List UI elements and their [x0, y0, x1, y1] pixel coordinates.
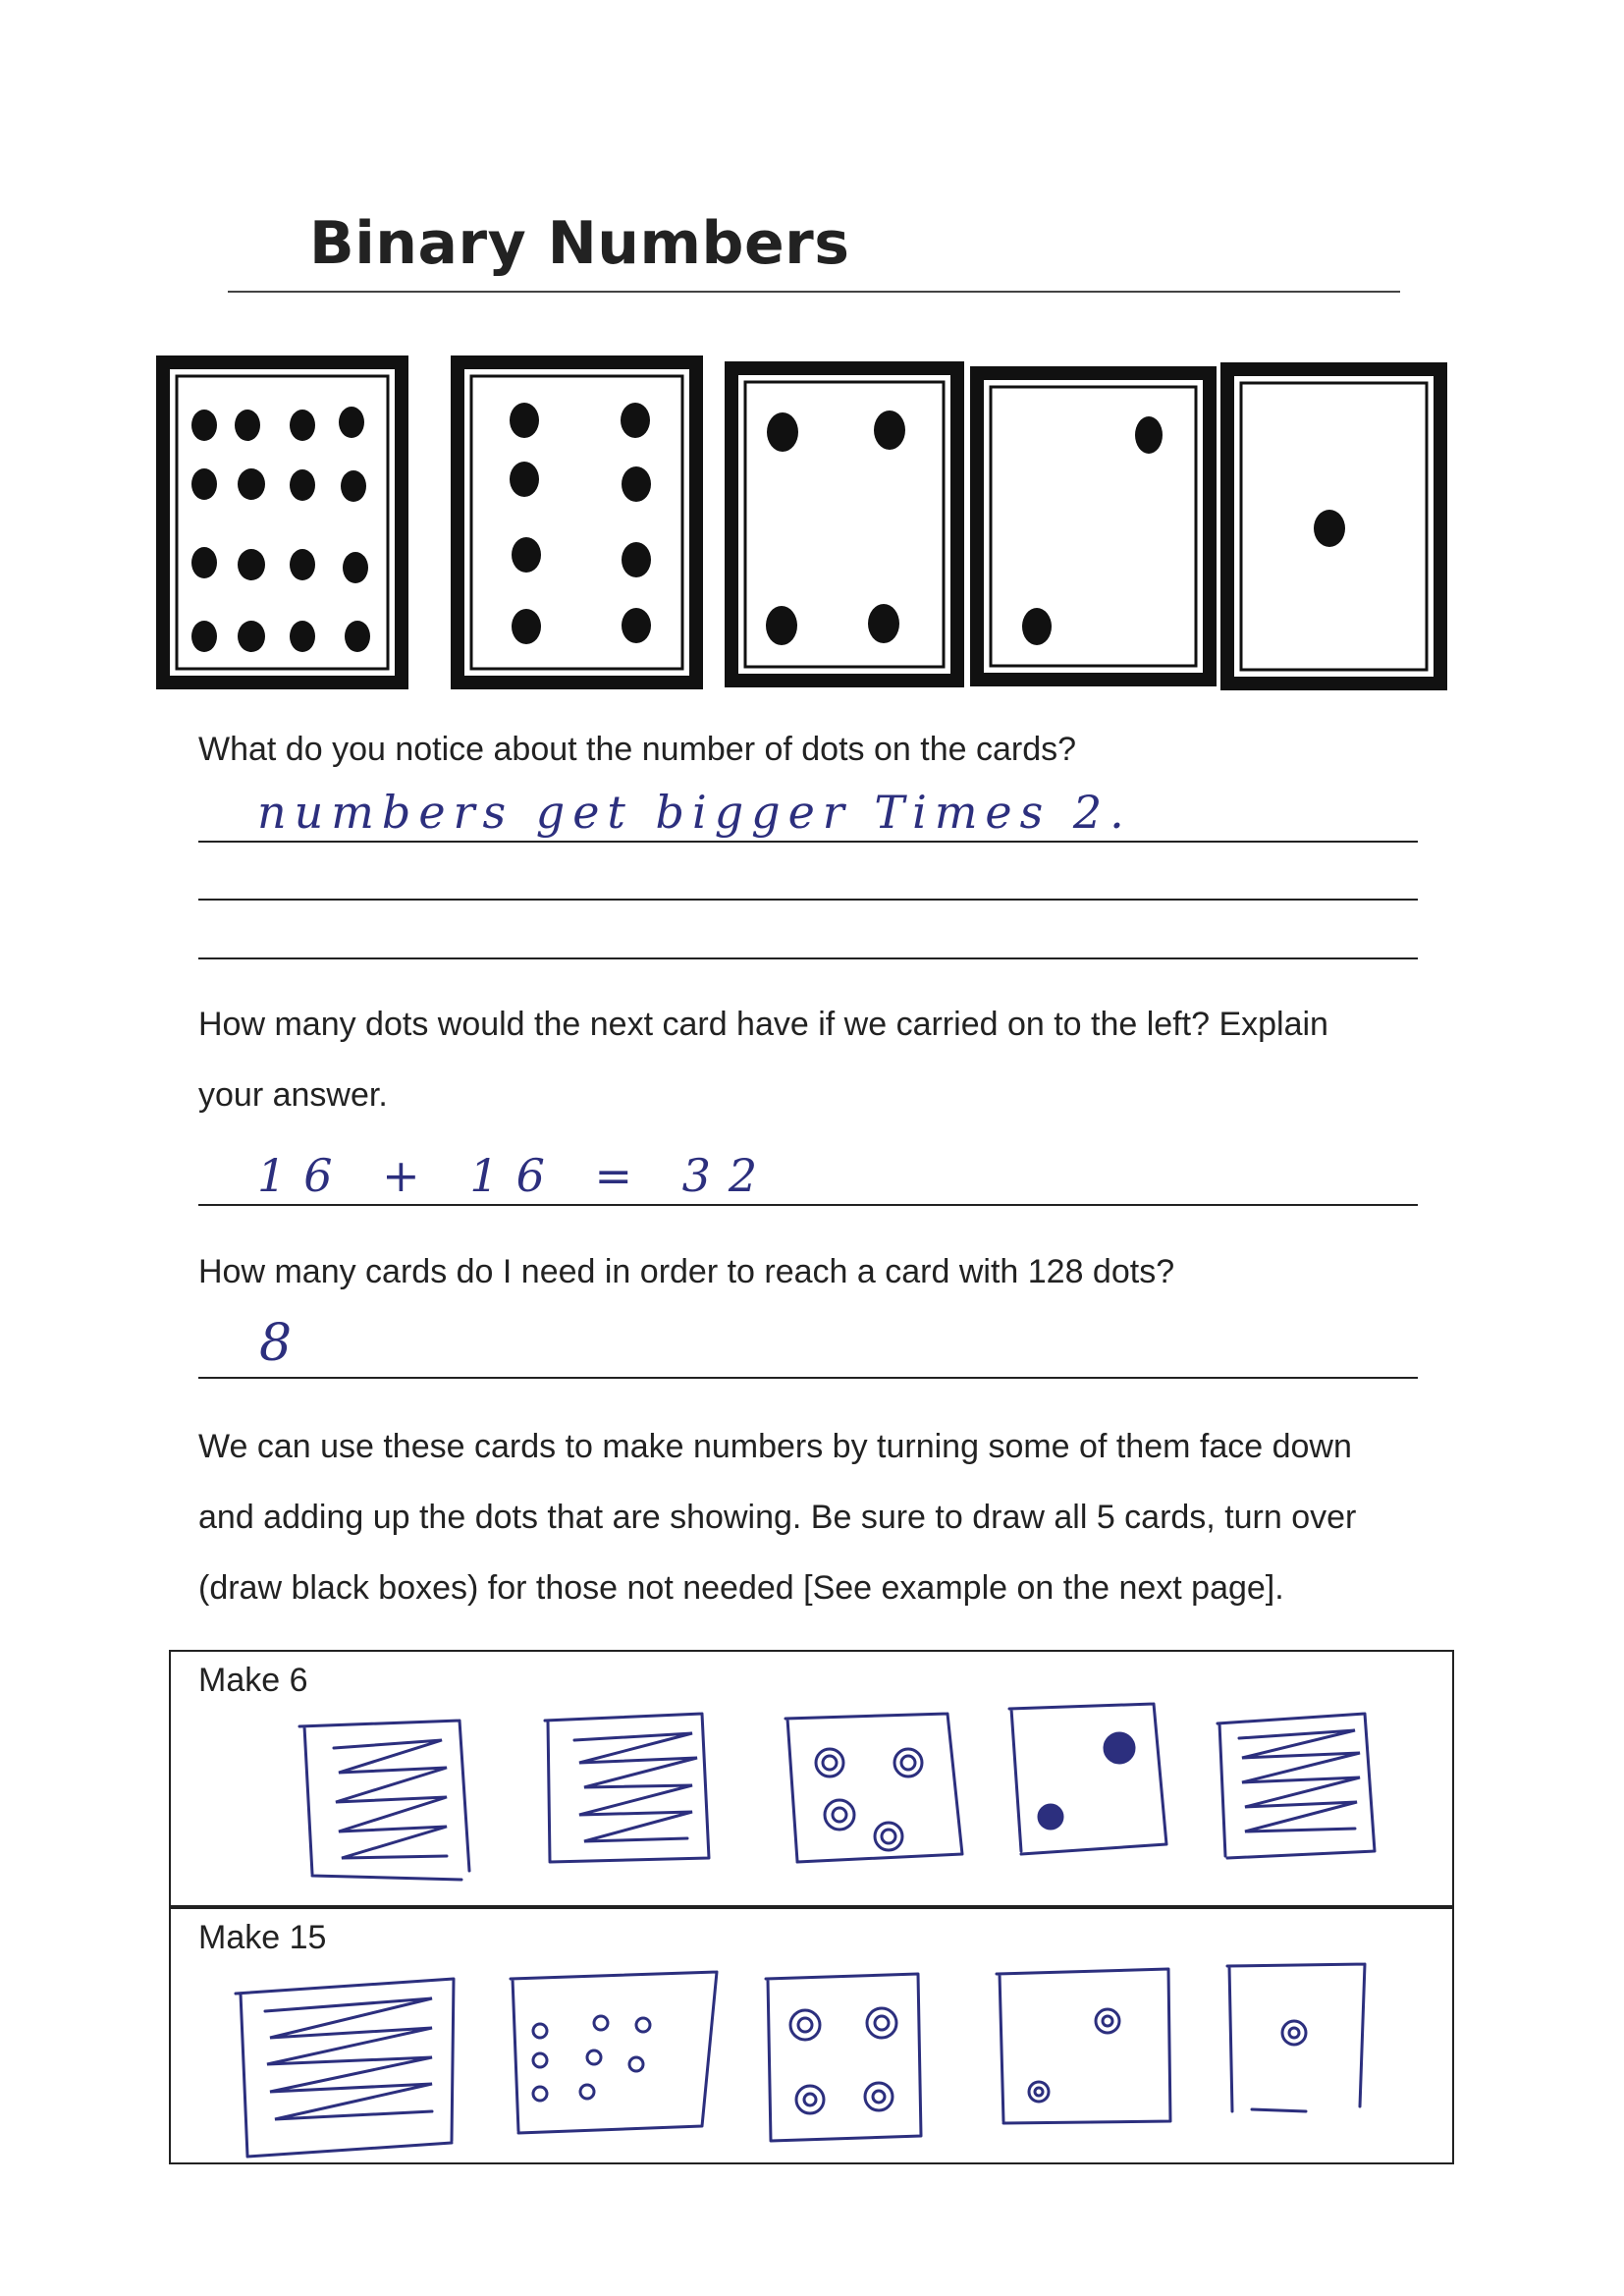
question-2-line-1: How many dots would the next card have if we carried on to the left? Explain — [198, 1006, 1328, 1043]
question-2-line-2: your answer. — [198, 1076, 388, 1114]
instructions-line-1: We can use these cards to make numbers by turning some of them face down — [198, 1428, 1352, 1465]
page-title: Binary Numbers — [309, 209, 850, 278]
exercise-box-make-15 — [169, 1907, 1454, 2164]
dot-card-8 — [458, 362, 696, 683]
exercise-box-make-6 — [169, 1650, 1454, 1907]
instructions-line-2: and adding up the dots that are showing. Be sure to draw all 5 cards, turn over — [198, 1499, 1357, 1536]
exercise-label-make-6: Make 6 — [198, 1662, 308, 1699]
answer-1: numbers get bigger Times 2. — [257, 786, 1132, 839]
answer-2: 16 + 16 = 32 — [257, 1149, 776, 1202]
dot-card-16 — [163, 362, 402, 683]
instructions-line-3: (draw black boxes) for those not needed [See example on the next page]. — [198, 1569, 1284, 1607]
exercise-label-make-15: Make 15 — [198, 1919, 327, 1956]
question-1: What do you notice about the number of dots on the cards? — [198, 731, 1077, 768]
question-3: How many cards do I need in order to reach a card with 128 dots? — [198, 1253, 1175, 1290]
dot-cards-row — [0, 0, 1624, 707]
answer-line-4 — [198, 1204, 1418, 1206]
answer-3: 8 — [259, 1314, 298, 1373]
dot-card-1 — [1227, 369, 1440, 683]
answer-line-3 — [198, 957, 1418, 959]
answer-line-1 — [198, 841, 1418, 843]
dot-card-2 — [977, 373, 1210, 680]
answer-line-2 — [198, 899, 1418, 901]
dot-card-4 — [731, 368, 957, 681]
answer-line-5 — [198, 1377, 1418, 1379]
